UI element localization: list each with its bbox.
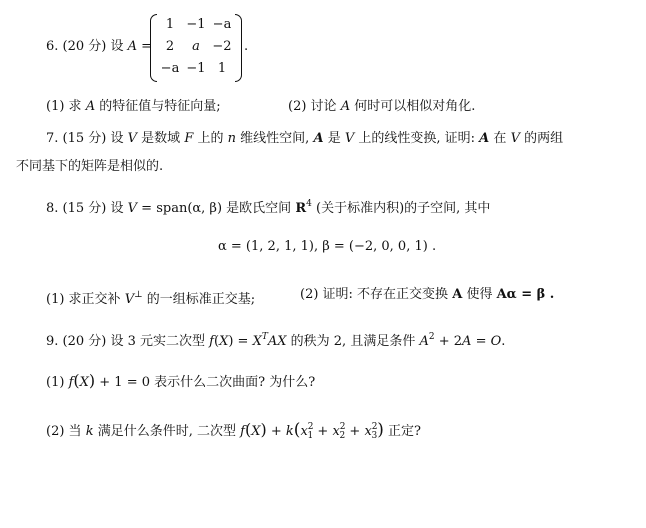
equals-sign: = — [141, 39, 153, 54]
matrix-A — [150, 14, 242, 80]
problem-6-part-2: (2) 讨论 A 何时可以相似对角化. — [288, 99, 476, 114]
problem-7-line-2: 不同基下的矩阵是相似的. — [16, 159, 164, 174]
problem-9-part-2: (2) 当 k 满足什么条件时, 二次型 $f(X) + k(x^2_1 + x^2_2 + x^2_3)$ 正定? — [46, 420, 422, 441]
matrix-cell: 1 — [217, 61, 227, 76]
problem-6 — [46, 38, 152, 56]
matrix-cell: −a — [212, 17, 232, 32]
matrix-cell: −2 — [212, 39, 232, 54]
problem-8-part-2: (2) 证明: 不存在正交变换 A 使得 Aα = β . — [300, 287, 555, 302]
matrix-name: A — [127, 39, 138, 54]
problem-7: 7. (15 分) 设 V 是数域 F 上的 n 维线性空间, A 是 V 上的线性变换, 证明: A 在 V 的两组 — [46, 131, 564, 146]
problem-6-lead: 6. (20 分) 设 — [46, 39, 124, 54]
problem-8-part-1: (1) 求正交补 V⊥ 的一组标准正交基; — [46, 290, 256, 307]
matrix-right-bracket — [235, 14, 242, 82]
matrix-cell: 1 — [165, 17, 175, 32]
problem-8: 8. (15 分) 设 V = span(α, β) 是欧氏空间 $R^4$ (关于标准内积)的子空间, 其中 — [46, 199, 491, 216]
matrix-cell: a — [192, 39, 200, 54]
matrix-cell: −1 — [186, 17, 206, 32]
matrix-end-period: . — [244, 39, 249, 54]
matrix-cell: −1 — [186, 61, 206, 76]
problem-9: 9. (20 分) 设 3 元实二次型 $f(X) = X^TAX$ 的秩为 2, 且满足条件 $A^2 + 2A = O$. — [46, 332, 506, 349]
problem-6-part-1: (1) 求 A 的特征值与特征向量; — [46, 99, 221, 114]
matrix-cell: −a — [160, 61, 180, 76]
problem-8-vectors: α = (1, 2, 1, 1), β = (−2, 0, 0, 1) . — [218, 239, 437, 254]
problem-9-part-1: (1) f(X) + 1 = 0 表示什么二次曲面? 为什么? — [46, 371, 316, 390]
matrix-cell: 2 — [165, 39, 175, 54]
